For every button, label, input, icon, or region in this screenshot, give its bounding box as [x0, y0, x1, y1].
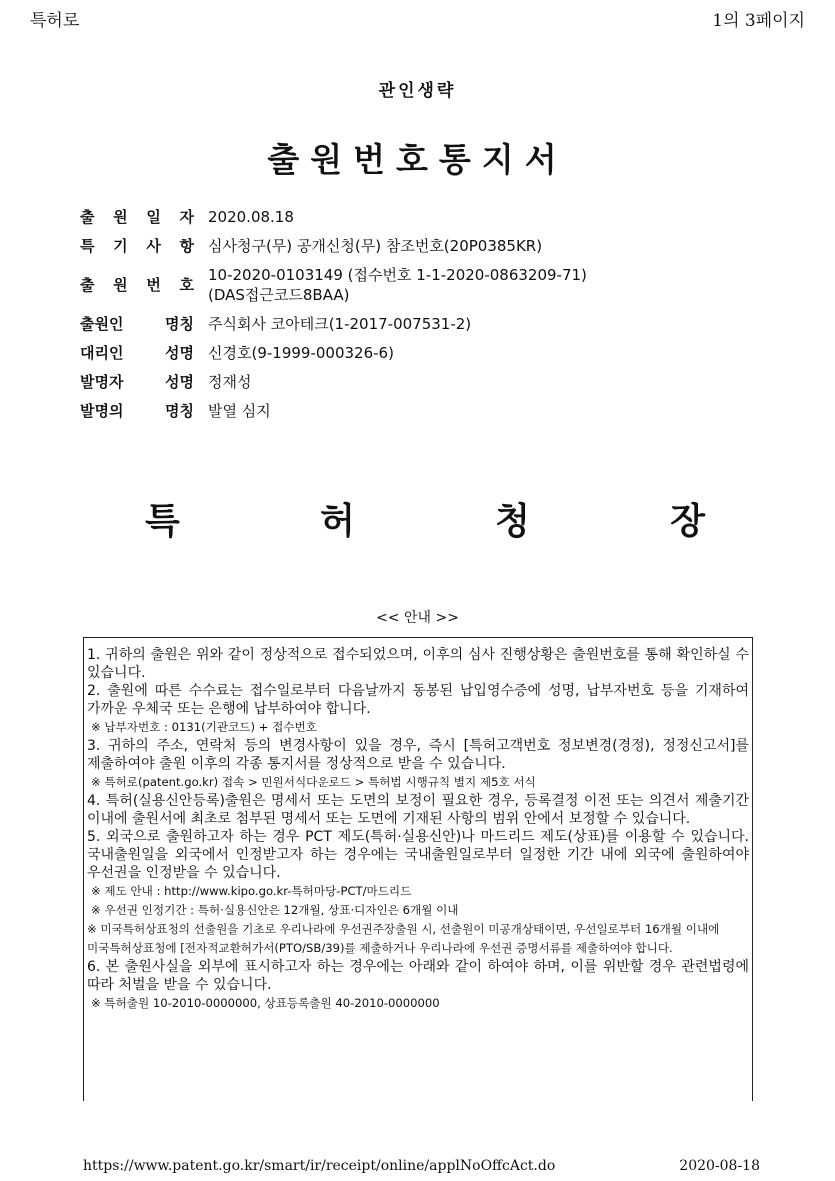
commissioner-signature: [145, 493, 705, 544]
footer-url: https://www.patent.go.kr/smart/ir/receipt/online/applNoOffcAct.do: [83, 1158, 556, 1174]
label-char: 자: [179, 208, 194, 226]
label-filing-date: [80, 206, 194, 228]
label-char: 일: [146, 208, 161, 226]
label-word: 성명: [165, 344, 194, 362]
label-word: 대리인: [80, 344, 124, 362]
guide-paragraph-1: 1. 귀하의 출원은 위와 같이 정상적으로 접수되었으며, 이후의 심사 진행상황은 출원번호를 통해 확인하실 수 있습니다.: [87, 647, 749, 681]
guide-box: [83, 637, 753, 1101]
label-word: 명칭: [165, 402, 194, 420]
row-application-number: [80, 265, 587, 305]
label-char: 원: [113, 276, 128, 294]
seal-omitted-note: 관인생략: [378, 81, 457, 101]
value-applicant: 주식회사 코아테크(1-2017-007531-2): [208, 315, 472, 333]
application-number-line: 10-2020-0103149 (접수번호 1-1-2020-0863209-71): [208, 266, 587, 284]
label-word: 발명자: [80, 373, 124, 391]
row-invention-title: [80, 400, 271, 422]
guide-paragraph-6: 6. 본 출원사실을 외부에 표시하고자 하는 경우에는 아래와 같이 하여야 하며, 이를 위반할 경우 관련법령에 따라 처벌을 받을 수 있습니다.: [87, 959, 749, 993]
label-word: 성명: [165, 373, 194, 391]
label-notes: [80, 235, 194, 257]
guide-note-6: ※ 특허출원 10-2010-0000000, 상표등록출원 40-2010-0000000: [91, 996, 440, 1010]
commissioner-char: 특: [145, 501, 180, 542]
label-word: 출원인: [80, 315, 124, 333]
label-inventor: [80, 371, 194, 393]
guide-paragraph-4: 4. 특허(실용신안등록)출원은 명세서 또는 도면의 보정이 필요한 경우, 등록결정 이전 또는 의견서 제출기간 이내에 출원서에 최초로 첨부된 명세서 또는 도면에 기재된 사항의 범위 안에서 보정할 수 있습니다.: [87, 793, 749, 827]
value-agent: 신경호(9-1999-000326-6): [208, 344, 394, 362]
row-inventor: [80, 371, 251, 393]
guide-note-2: ※ 납부자번호 : 0131(기관코드) + 접수번호: [91, 720, 317, 734]
label-invention-title: [80, 400, 194, 422]
value-notes: 심사청구(무) 공개신청(무) 참조번호(20P0385KR): [208, 237, 543, 255]
label-agent: [80, 342, 194, 364]
guide-note-5c: ※ 미국특허상표청의 선출원을 기초로 우리나라에 우선권주장출원 시, 선출원이 미공개상태이면, 우선일로부터 16개월 이내에 미국특허상표청에 [전자적교환허가서(PTO/SB/39)를 제출하거나 우리나라에 우선권 증명서류를 제출하여야 합니다.: [87, 922, 720, 955]
label-char: 항: [179, 237, 194, 255]
label-word: 명칭: [165, 315, 194, 333]
guide-note-5b: ※ 우선권 인정기간 : 특허·실용신안은 12개월, 상표·디자인은 6개월 이내: [91, 903, 459, 917]
value-invention-title: 발열 심지: [208, 402, 271, 420]
value-filing-date: 2020.08.18: [208, 208, 294, 226]
value-application-number: [208, 265, 587, 305]
label-char: 출: [80, 276, 95, 294]
document-title: 출원번호통지서: [267, 140, 568, 179]
row-notes: [80, 235, 542, 257]
row-applicant: [80, 313, 471, 335]
label-char: 특: [80, 237, 95, 255]
commissioner-char: 장: [670, 501, 705, 542]
footer-date: 2020-08-18: [679, 1158, 760, 1174]
label-char: 번: [146, 276, 161, 294]
das-access-code: (DAS접근코드8BAA): [208, 286, 350, 304]
row-agent: [80, 342, 394, 364]
guide-note-3: ※ 특허로(patent.go.kr) 접속 > 민원서식다운로드 > 특허법 시행규칙 별지 제5호 서식: [91, 775, 536, 789]
guide-heading: << 안내 >>: [376, 610, 459, 626]
guide-paragraph-3: 3. 귀하의 주소, 연락처 등의 변경사항이 있을 경우, 즉시 [특허고객번호 정보변경(경정), 정정신고서]를 제출하여야 출원 이후의 각종 통지서를 정상적으로 받을 수 있습니다.: [87, 738, 749, 772]
commissioner-char: 청: [495, 501, 530, 542]
page-header-page-count: 1의 3페이지: [712, 11, 805, 31]
label-char: 원: [113, 208, 128, 226]
commissioner-char: 허: [320, 501, 355, 542]
guide-paragraph-5: 5. 외국으로 출원하고자 하는 경우 PCT 제도(특허·실용신안)나 마드리드 제도(상표)를 이용할 수 있습니다. 국내출원일을 외국에서 인정받고자 하는 경우에는 국내출원일로부터 일정한 기간 내에 외국에 출원하여야 우선권을 인정받을 수 있습니다.: [87, 829, 749, 881]
guide-note-5a: ※ 제도 안내 : http://www.kipo.go.kr-특허마당-PCT/마드리드: [91, 884, 412, 898]
label-word: 발명의: [80, 402, 124, 420]
page-header-site: 특허로: [30, 11, 80, 31]
label-application-number: [80, 274, 194, 296]
row-filing-date: [80, 206, 294, 228]
label-char: 호: [179, 276, 194, 294]
guide-paragraph-2: 2. 출원에 따른 수수료는 접수일로부터 다음날까지 동봉된 납입영수증에 성명, 납부자번호 등을 기재하여 가까운 우체국 또는 은행에 납부하여야 합니다.: [87, 683, 749, 717]
label-char: 기: [113, 237, 128, 255]
value-inventor: 정재성: [208, 373, 252, 391]
label-applicant: [80, 313, 194, 335]
label-char: 출: [80, 208, 95, 226]
label-char: 사: [146, 237, 161, 255]
